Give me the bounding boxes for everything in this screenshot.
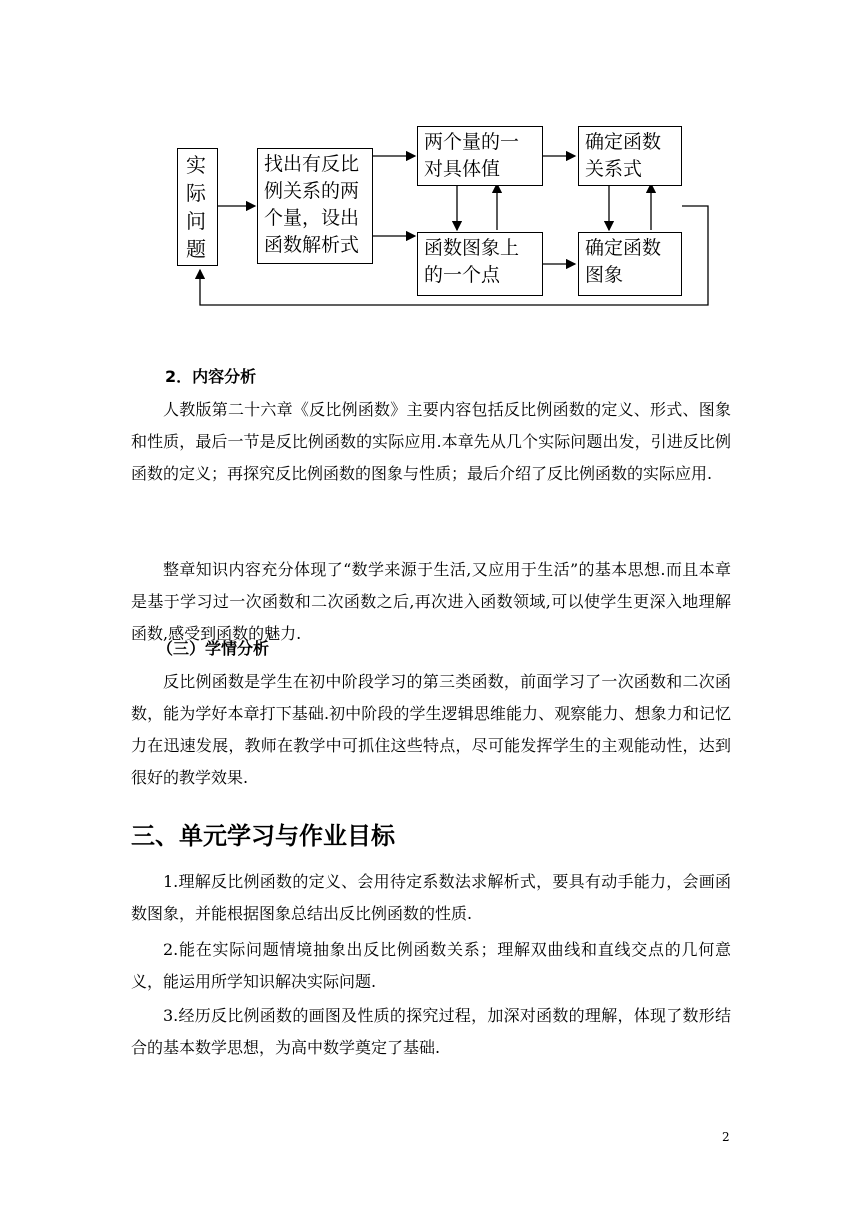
box-find-quantities-text: 找出有反比 例关系的两 个量，设出 函数解析式	[264, 153, 360, 256]
page-number: 2	[722, 1130, 730, 1144]
box-function-point	[417, 232, 543, 296]
box-determine-relation	[578, 126, 682, 186]
goal-item-1: 1.理解反比例函数的定义、会用待定系数法求解析式，要具有动手能力，会画函数图象，并能根据图象总结出反比例函数的性质.	[131, 872, 731, 923]
box-actual-problem-text: 实 际 问 题	[186, 153, 206, 261]
box-actual-problem	[177, 148, 218, 266]
goal-item-2: 2.能在实际问题情境抽象出反比例函数关系；理解双曲线和直线交点的几何意义，能运用所学知识解决实际问题.	[131, 940, 731, 991]
box-determine-graph-text: 确定函数 图象	[585, 237, 662, 286]
section-heading-content-analysis: 2．内容分析	[165, 367, 257, 386]
content-analysis-paragraph-1: 人教版第二十六章《反比例函数》主要内容包括反比例函数的定义、形式、图象和性质，最后一节是反比例函数的实际应用.本章先从几个实际问题出发，引进反比例函数的定义；再探究反比例函数的图象与性质；最后介绍了反比例函数的实际应用.	[131, 400, 731, 483]
box-two-values	[417, 126, 543, 186]
box-determine-graph	[578, 232, 682, 296]
goal-item-3: 3.经历反比例函数的画图及性质的探究过程，加深对函数的理解，体现了数形结合的基本数学思想，为高中数学奠定了基础.	[131, 1006, 731, 1057]
box-two-values-text: 两个量的一 对具体值	[424, 131, 520, 180]
learning-analysis-paragraph: 反比例函数是学生在初中阶段学习的第三类函数，前面学习了一次函数和二次函数，能为学好本章打下基础.初中阶段的学生逻辑思维能力、观察能力、想象力和记忆力在迅速发展，教师在教学中可抓住这些特点，尽可能发挥学生的主观能动性，达到很好的教学效果.	[131, 672, 731, 787]
main-heading-unit-goals: 三、单元学习与作业目标	[131, 822, 395, 850]
flowchart-diagram	[170, 120, 715, 310]
box-find-quantities	[257, 148, 373, 264]
box-function-point-text: 函数图象上 的一个点	[424, 237, 520, 286]
content-analysis-paragraph-2: 整章知识内容充分体现了“数学来源于生活,又应用于生活”的基本思想.而且本章是基于学习过一次函数和二次函数之后,再次进入函数领域,可以使学生更深入地理解函数,感受到函数的魅力.	[131, 560, 731, 643]
box-determine-relation-text: 确定函数 关系式	[585, 131, 662, 180]
section-heading-learning-analysis: （三）学情分析	[157, 639, 270, 658]
